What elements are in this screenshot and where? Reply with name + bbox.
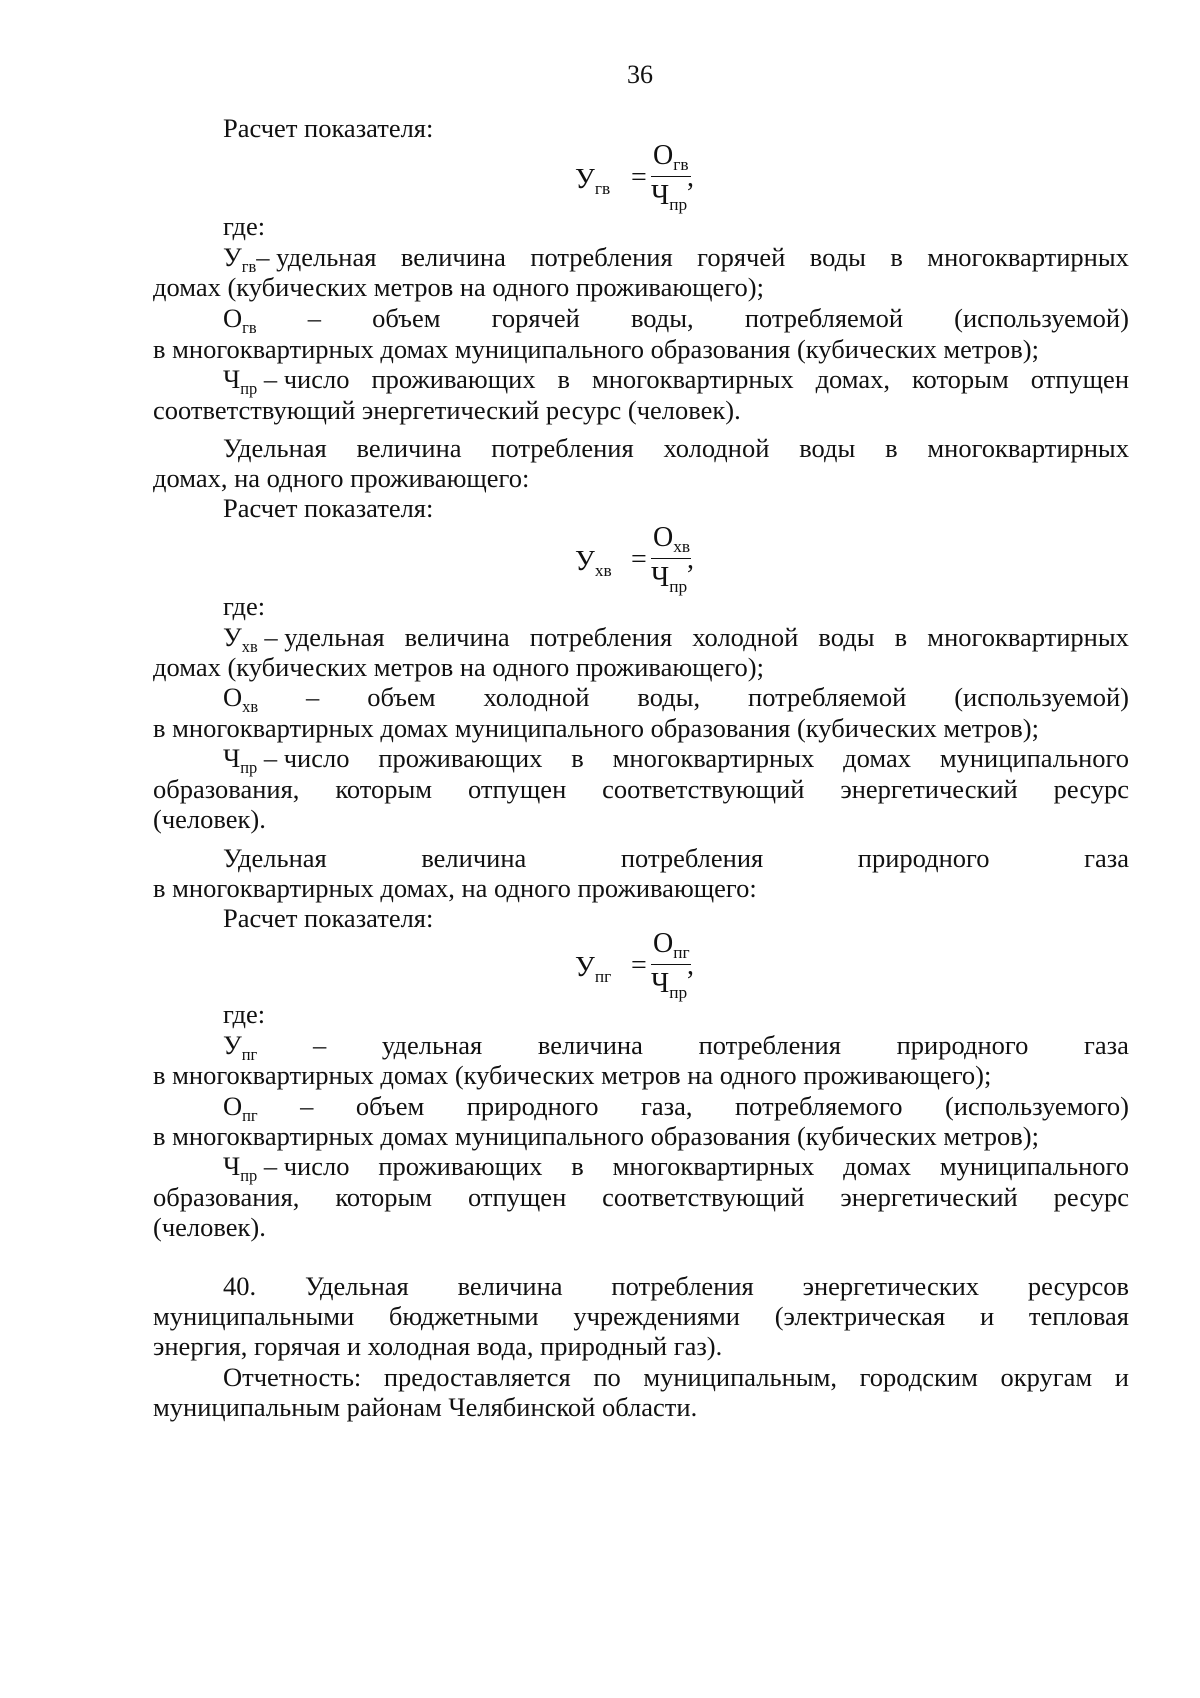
word: газа xyxy=(1084,843,1129,873)
word: в xyxy=(557,364,571,394)
word: соответствующий xyxy=(602,1182,805,1212)
definition-line: домах (кубических метров на одного проживающего); xyxy=(153,272,764,302)
word: проживающих xyxy=(378,743,543,773)
definition-symbol: $Ч_{пр}$ – число xyxy=(223,743,350,777)
word: домах xyxy=(843,1151,911,1181)
word: потребления xyxy=(530,242,673,272)
word: муниципальными xyxy=(153,1301,355,1331)
word: тепловая xyxy=(1028,1301,1129,1331)
word: предоставляется xyxy=(383,1362,571,1392)
word: газа, xyxy=(640,1091,693,1121)
definition-symbol: $У_{гв}-$ удельная xyxy=(223,242,377,276)
formula-equals: = xyxy=(631,544,647,575)
word: потребления xyxy=(529,622,673,652)
calc-intro: Расчет показателя: xyxy=(223,113,434,143)
word: потребления xyxy=(698,1030,841,1060)
word: ресурс xyxy=(1053,1182,1129,1212)
word: многоквартирных xyxy=(927,433,1129,463)
word: потребляемой xyxy=(748,682,907,712)
word: образования, xyxy=(153,774,300,804)
word: величина xyxy=(421,843,527,873)
formula-denominator: $Ч_{пр}$ xyxy=(651,180,688,215)
word: (используемой) xyxy=(954,303,1129,333)
formula-numerator: $О_{пг}$ xyxy=(653,928,690,963)
word: величина xyxy=(356,433,462,463)
section-heading xyxy=(223,432,1129,464)
item-40-line xyxy=(153,1300,1129,1332)
definition-symbol: $О_{пг}$ xyxy=(223,1091,258,1125)
item-number: 40. xyxy=(223,1271,257,1301)
word: многоквартирных xyxy=(591,364,794,394)
word: которым xyxy=(335,774,433,804)
word: в xyxy=(890,242,903,272)
definition-line: в многоквартирных домах муниципального образования (кубических метров); xyxy=(153,713,1039,743)
section-heading-cont: в многоквартирных домах, на одного проживающего: xyxy=(153,873,757,903)
word: потребления xyxy=(491,433,634,463)
word: холодной xyxy=(663,433,770,463)
definition-line: в многоквартирных домах муниципального образования (кубических метров); xyxy=(153,334,1039,364)
word: муниципального xyxy=(939,743,1129,773)
word: – xyxy=(300,1091,314,1121)
word: воды xyxy=(809,242,866,272)
word: воды xyxy=(818,622,875,652)
definition-line xyxy=(223,241,1129,276)
section-heading xyxy=(223,842,1129,874)
word: в xyxy=(571,1151,584,1181)
formula-lhs: $У_{хв}$ xyxy=(575,546,612,581)
formula-comma: , xyxy=(687,950,694,981)
word: горячей xyxy=(697,242,786,272)
word: в xyxy=(571,743,584,773)
word: (используемого) xyxy=(944,1091,1129,1121)
word: в xyxy=(885,433,898,463)
definition-symbol: $О_{хв}$ xyxy=(223,682,259,716)
word: потребления xyxy=(611,1271,754,1301)
word: – xyxy=(307,303,322,333)
word: отпущен xyxy=(467,1182,567,1212)
word: соответствующий xyxy=(602,774,805,804)
reporting-line xyxy=(223,1361,1129,1393)
word: газа xyxy=(1084,1030,1129,1060)
formula-denominator: $Ч_{пр}$ xyxy=(651,968,688,1003)
word: Удельная xyxy=(223,433,327,463)
reporting-line: муниципальным районам Челябинской области. xyxy=(153,1392,698,1422)
word: холодной xyxy=(483,682,590,712)
word: – xyxy=(312,1030,327,1060)
definition-line xyxy=(223,302,1129,337)
page-number: 36 xyxy=(627,60,653,89)
where-label: где: xyxy=(223,999,266,1029)
word: холодной xyxy=(692,622,799,652)
formula-lhs: $У_{гв}$ xyxy=(575,164,611,199)
definition-line: соответствующий энергетический ресурс (человек). xyxy=(153,395,741,425)
word: муниципального xyxy=(939,1151,1129,1181)
word: округам xyxy=(1000,1362,1093,1392)
word: бюджетными xyxy=(388,1301,539,1331)
word: объем xyxy=(367,682,436,712)
formula-numerator: $О_{хв}$ xyxy=(653,522,691,557)
definition-symbol: $Ч_{пр}$ – число xyxy=(223,1151,350,1185)
word: отпущен xyxy=(1030,364,1129,394)
definition-line xyxy=(153,1181,1129,1213)
word: величина xyxy=(537,1030,643,1060)
formula-equals: = xyxy=(631,950,647,981)
word: которым xyxy=(912,364,1009,394)
definition-line: в многоквартирных домах (кубических метров на одного проживающего); xyxy=(153,1060,992,1090)
formula-equals: = xyxy=(631,162,647,193)
word: потребления xyxy=(620,843,764,873)
word: муниципальным, xyxy=(643,1362,837,1392)
definition-line xyxy=(223,621,1129,656)
item-40-line: энергия, горячая и холодная вода, природный газ). xyxy=(153,1331,723,1361)
word: образования, xyxy=(153,1182,300,1212)
word: природного xyxy=(857,843,990,873)
formula-natural-gas xyxy=(575,928,745,1008)
word: – xyxy=(306,682,320,712)
word: воды, xyxy=(637,682,701,712)
word: потребляемого xyxy=(734,1091,903,1121)
word: многоквартирных xyxy=(927,622,1129,652)
definition-line xyxy=(223,1150,1129,1185)
word: многоквартирных xyxy=(612,1151,815,1181)
word: Удельная xyxy=(304,1271,409,1301)
section-heading-cont: домах, на одного проживающего: xyxy=(153,463,530,493)
definition-line: в многоквартирных домах муниципального образования (кубических метров); xyxy=(153,1121,1039,1151)
word: энергетических xyxy=(802,1271,980,1301)
definition-line xyxy=(223,742,1129,777)
formula-comma: , xyxy=(687,162,694,193)
definition-line xyxy=(223,681,1129,716)
word: объем xyxy=(372,303,441,333)
word: величина xyxy=(404,622,510,652)
word: домах xyxy=(843,743,911,773)
definition-line xyxy=(153,773,1129,805)
definition-symbol: $О_{гв}$ xyxy=(223,303,257,337)
formula-hot-water xyxy=(575,140,745,220)
where-label: где: xyxy=(223,591,266,621)
word: многоквартирных xyxy=(612,743,815,773)
definition-symbol: $У_{хв}$ – удельная xyxy=(223,622,385,656)
definition-line xyxy=(223,1029,1129,1064)
word: природного xyxy=(896,1030,1029,1060)
word: и xyxy=(979,1301,995,1331)
where-label: где: xyxy=(223,211,266,241)
word: горячей xyxy=(491,303,580,333)
word: проживающих xyxy=(371,364,536,394)
calc-intro: Расчет показателя: xyxy=(223,903,434,933)
formula-numerator: $О_{гв}$ xyxy=(653,140,689,175)
word: по xyxy=(593,1362,621,1392)
definition-line: домах (кубических метров на одного проживающего); xyxy=(153,652,764,682)
word: отпущен xyxy=(467,774,567,804)
word: (используемой) xyxy=(954,682,1129,712)
definition-line: (человек). xyxy=(153,804,266,834)
formula-denominator: $Ч_{пр}$ xyxy=(651,562,688,597)
word: домах, xyxy=(815,364,891,394)
formula-lhs: $У_{пг}$ xyxy=(575,952,612,987)
definition-line xyxy=(223,1090,1129,1125)
word: Удельная xyxy=(223,843,327,873)
word: воды xyxy=(799,433,856,463)
word: объем xyxy=(355,1091,425,1121)
definition-symbol: $Ч_{пр}$ – число xyxy=(223,364,350,398)
word: и xyxy=(1114,1362,1129,1392)
word: проживающих xyxy=(378,1151,543,1181)
word: которым xyxy=(335,1182,433,1212)
word: величина xyxy=(457,1271,563,1301)
fraction-bar xyxy=(651,558,691,559)
word: в xyxy=(894,622,908,652)
fraction-bar xyxy=(651,964,691,965)
word: (электрическая xyxy=(774,1301,946,1331)
fraction-bar xyxy=(651,176,691,177)
word: городским xyxy=(859,1362,978,1392)
definition-line: (человек). xyxy=(153,1212,266,1242)
word: Отчетность: xyxy=(223,1362,362,1392)
word: воды, xyxy=(630,303,694,333)
calc-intro: Расчет показателя: xyxy=(223,493,434,523)
definition-line xyxy=(223,363,1129,398)
word: ресурс xyxy=(1053,774,1129,804)
definition-symbol: $У_{пг}$ xyxy=(223,1030,258,1064)
word: многоквартирных xyxy=(927,242,1129,272)
formula-comma: , xyxy=(687,544,694,575)
item-40-heading xyxy=(223,1270,1129,1302)
word: природного xyxy=(466,1091,599,1121)
word: потребляемой xyxy=(744,303,904,333)
word: величина xyxy=(400,242,506,272)
word: энергетический xyxy=(840,1182,1018,1212)
word: учреждениями xyxy=(573,1301,740,1331)
word: энергетический xyxy=(840,774,1018,804)
word: удельная xyxy=(381,1030,483,1060)
word: ресурсов xyxy=(1027,1271,1129,1301)
